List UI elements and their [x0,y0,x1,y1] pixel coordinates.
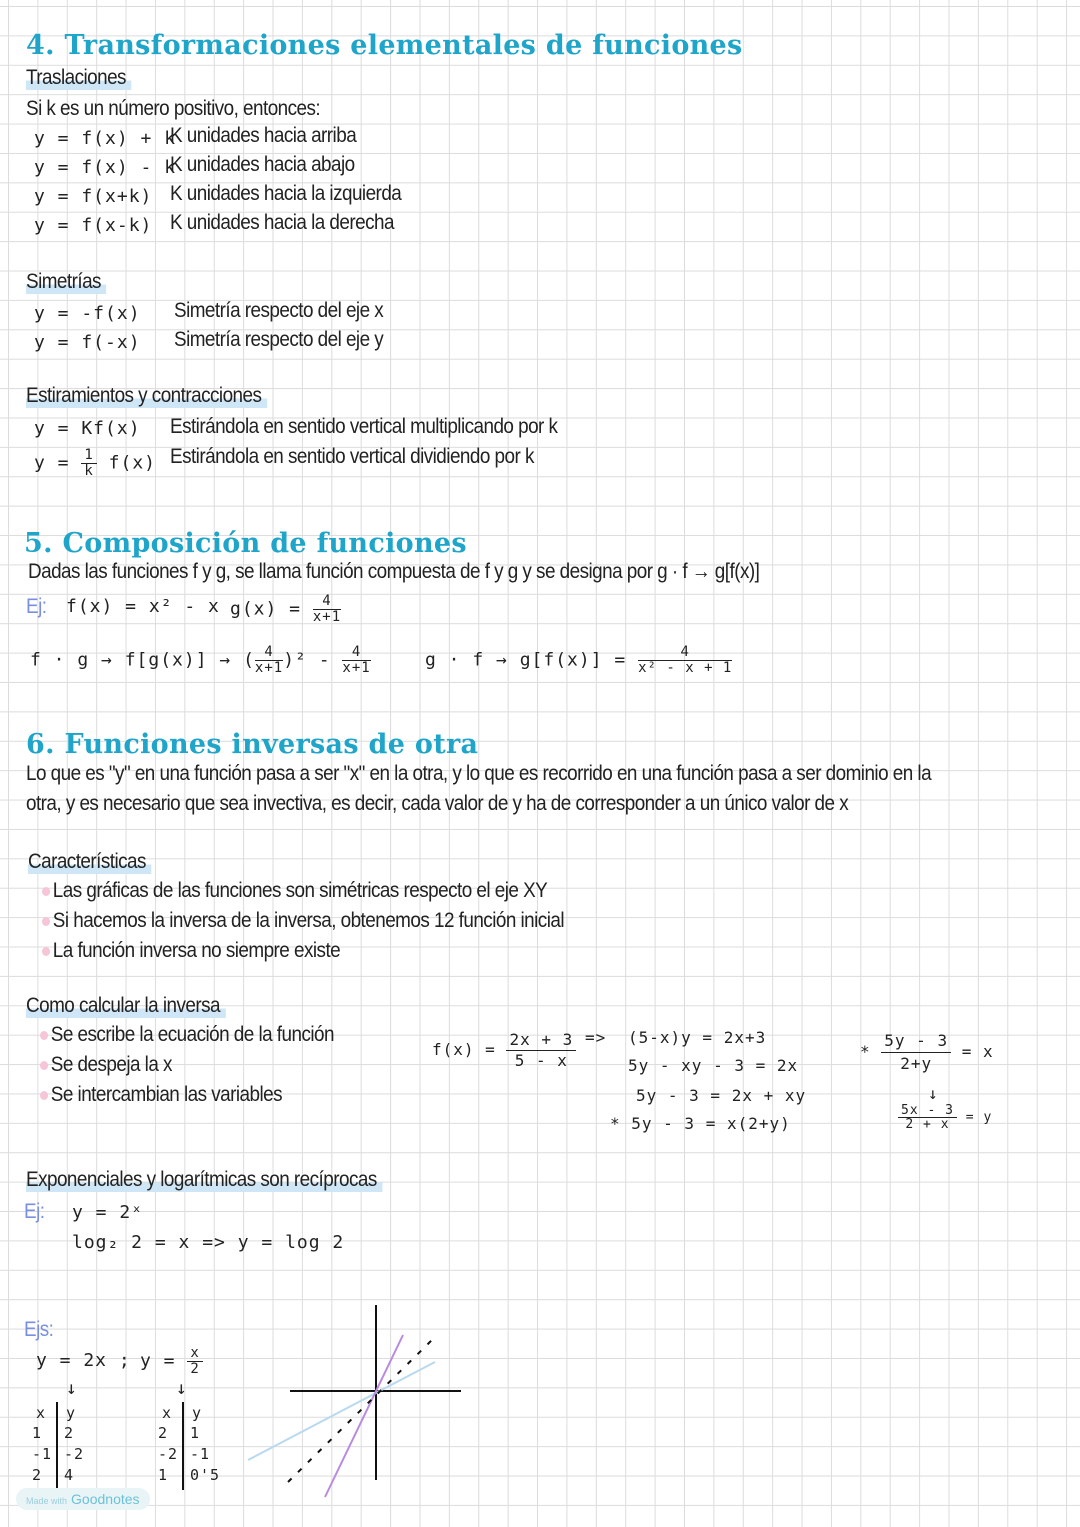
g-definition: g(x) = $\frac{4}{x+1}$ [230,593,342,625]
intro-text: Si k es un número positivo, entonces: [26,97,321,120]
list-item: Se intercambian las variables [40,1083,282,1107]
formula: y = Kf(x) [34,418,141,439]
down-arrow-icon: ↓ [66,1378,78,1399]
step-1: (5-x)y = 2x+3 [628,1028,767,1047]
formula: y = f(x) + k [34,128,177,149]
description: Simetría respecto del eje x [174,299,384,322]
inverse-graph [240,1300,470,1510]
log-example: log₂ 2 = x => y = log 2 [72,1232,345,1253]
description: K unidades hacia la izquierda [170,182,402,205]
description: Simetría respecto del eje y [174,328,384,351]
line-y-equals-x [288,1336,436,1482]
table-header-y: y [66,1404,77,1422]
exp-example: y = 2ˣ [72,1202,144,1223]
bullet-icon [42,947,50,956]
list-item: Si hacemos la inversa de la inversa, obtenemos 12 función inicial [42,909,564,933]
table-cell: 1 [158,1466,169,1484]
bullet-icon [42,887,50,896]
goodnotes-badge: Made with Goodnotes [16,1488,150,1510]
list-item: La función inversa no siempre existe [42,939,340,963]
table-header-y: y [192,1404,203,1422]
result-y: $\frac{5x - 3}{2 + x} = y$ [898,1104,992,1131]
formula: y = f(x-k) [34,215,153,236]
subtitle-simetrias: Simetrías [26,270,106,294]
formula: y = -f(x) [34,303,141,324]
examples-label: Ejs: [24,1318,54,1341]
function-2x: y = 2x ; [36,1350,131,1371]
formula: y = $\frac{1}{k} f(x)$ [34,447,156,479]
table-cell: 2 [32,1466,43,1484]
table-divider [56,1402,58,1490]
line-x-half [248,1362,435,1460]
composition-text: Dadas las funciones f y g, se llama función compuesta de f y g y se designa por g · f → g[f(x)] [28,560,760,583]
step-4: * 5y - 3 = x(2+y) [610,1114,791,1133]
down-arrow-icon: ↓ [176,1378,188,1399]
table-cell: 4 [64,1466,75,1484]
description: K unidades hacia arriba [170,124,357,147]
list-item: Se escribe la ecuación de la función [40,1023,334,1047]
list-item: Se despeja la x [40,1053,172,1077]
formula: y = f(x) - k [34,157,177,178]
subtitle-exponenciales: Exponenciales y logarítmicas son recíprocas [26,1168,382,1192]
table-cell: -2 [158,1445,179,1463]
f-of-g: f · g → f[g(x)] → ( $\frac{4}{x+1})^2$ - $\frac{4}{x+1}$ [30,644,371,676]
paragraph: Lo que es "y" en una función pasa a ser "x" en la otra, y lo que es recorrido en una función pasa a ser dominio en la [26,762,932,785]
description: K unidades hacia abajo [170,153,355,176]
section-6-title: 6. Funciones inversas de otra [26,729,479,760]
result-x: * $\frac{5y - 3}{2+y} = x$ [860,1031,994,1073]
bullet-icon [40,1091,48,1100]
table-header-x: x [162,1404,173,1422]
paragraph: otra, y es necesario que sea invectiva, es decir, cada valor de y ha de corresponder a un único valor de x [26,792,849,815]
bullet-icon [40,1061,48,1070]
table-cell: 2 [64,1424,75,1442]
list-item: Las gráficas de las funciones son simétricas respecto el eje XY [42,879,547,903]
step-3: 5y - 3 = 2x + xy [636,1086,807,1105]
table-cell: -1 [190,1445,211,1463]
table-cell: -2 [64,1445,85,1463]
section-4-title: 4. Transformaciones elementales de funciones [26,30,743,61]
line-2x [325,1335,403,1497]
table-cell: 2 [158,1424,169,1442]
table-cell: -1 [32,1445,53,1463]
table-divider [182,1402,184,1490]
table-header-x: x [36,1404,47,1422]
table-cell: 0'5 [190,1466,221,1484]
step-2: 5y - xy - 3 = 2x [628,1056,799,1075]
f-definition: f(x) = x² - x [66,596,220,617]
subtitle-estiramientos: Estiramientos y contracciones [26,384,267,408]
function-x-half: y = $\frac{x}{2}$ [140,1346,203,1377]
table-cell: 1 [190,1424,201,1442]
formula: y = f(x+k) [34,186,153,207]
subtitle-caracteristicas: Características [28,850,151,874]
g-of-f: g · f → g[f(x)] = $\frac{4}{\text{x² - x + 1}}$ [425,644,733,676]
description: Estirándola en sentido vertical multiplicando por k [170,415,558,438]
section-5-title: 5. Composición de funciones [24,528,467,559]
bullet-icon [40,1031,48,1040]
implies-arrow: => [585,1028,607,1047]
bullet-icon [42,917,50,926]
subtitle-traslaciones: Traslaciones [26,66,131,90]
description: K unidades hacia la derecha [170,211,394,234]
example-label: Ej: [26,595,47,618]
inverse-calculation: f(x) = $\frac{2x + 3}{5 - x}$ [432,1030,576,1071]
subtitle-como-calcular: Como calcular la inversa [26,994,225,1018]
table-cell: 1 [32,1424,43,1442]
example-label: Ej: [24,1200,45,1223]
description: Estirándola en sentido vertical dividiendo por k [170,445,534,468]
formula: y = f(-x) [34,332,141,353]
down-arrow-icon: ↓ [928,1084,939,1103]
